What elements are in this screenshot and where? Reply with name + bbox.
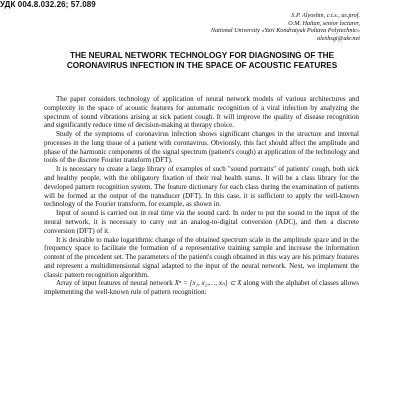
paragraph-input: Input of sound is carried out in real time via the sound card. In order to put the sound to the input of the neural network, it is necessary to carry out an analog-to-digital conversion (ADC), and then a discrete conversion (DFT) of it. [44,209,359,235]
paper-title: THE NEURAL NETWORK TECHNOLOGY FOR DIAGNOSING OF THE CORONAVIRUS INFECTION IN THE SPACE OF ACOUSTIC FEATURES [66,51,338,70]
paragraph-library: It is necessary to create a large library of examples of such "sound portraits" of patients' cough, both sick and healthy people, with the obligatory fixation of their real health status. It will be a class library for the developed pattern recognition system. The feature dictionary for each class during the examination of patients will be formed at the output of the transducer (DFT). In this case, it is sufficient to apply the well-known technology of the Fourier transform, for example, as shown in. [44,165,359,209]
udc-code: УДК 004.8.032.26; 57.089 [0,0,96,9]
paragraph-logarithm: It is desirable to make logarithmic change of the obtained spectrum scale in the amplitude space and in the frequency space to facilitate the formation of a representative training sample and increase the information content of the precedent set. The parameters of the patient's cough obtained in this way are his primary features and represent a multidimensional signal adapted to the input of the neural network. Next, we implement the classic pattern recognition algorithm. [44,235,359,279]
paragraph-abstract: The paper considers technology of application of neural network models of various architectures and complexity in the space of acoustic features for automatic recognition of a viral infection by analyzing the spectrum of sound vibrations arising at sick patient cough. It will improve the quality of disease recognition and significantly reduce time of decision-making at therapy choice. [44,95,359,130]
paper-body [44,95,359,297]
paragraph-features-after: along with the alphabet of classes allows implementing the well-known rule of pattern recognition: [44,279,360,297]
feature-array-formula: Xⁿ = {x₁, x₂,…, xₙ} ⊂ X [174,279,242,288]
paragraph-features-before: Array of input features of neural network [56,279,173,288]
email-line: alexhsgi@ukr.net [317,34,360,42]
author-line-1: S.P. Alyoshin, c.t.s., as.prof. [291,12,360,19]
paragraph-symptoms: Study of the symptoms of coronavirus infection shows significant changes in the structure and internal processes in the lung tissue of a patient with coronavirus. Obviously, this fact should affect the amplitude and phase of the harmonic components of the signal spectrum (patient's cough) at application of the technology and tools of the discrete Fourier transform (DFT). [44,130,359,165]
paragraph-features [44,279,359,297]
author-block [211,12,360,42]
author-line-2: O.M. Haitan, senior lecturer, [288,19,360,27]
affiliation-line: National University «Yuri Kondratyuk Poltava Polytechnic» [210,27,360,34]
